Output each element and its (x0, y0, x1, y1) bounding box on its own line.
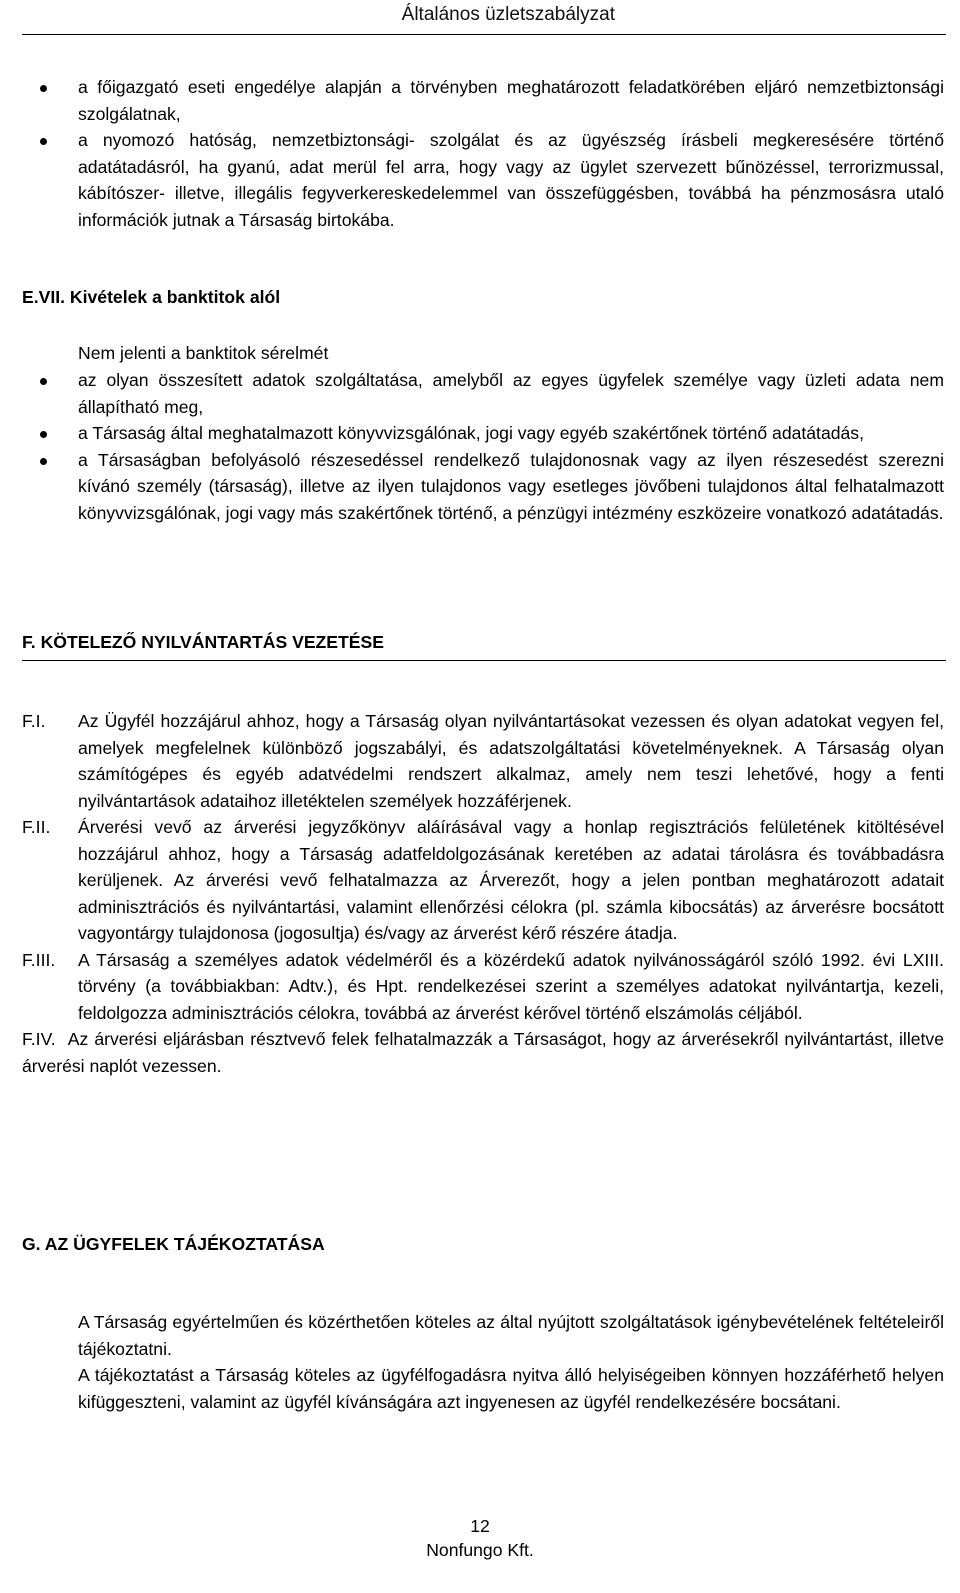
section-g-heading: G. AZ ÜGYFELEK TÁJÉKOZTATÁSA (22, 1234, 325, 1254)
section-g-paragraph: A Társaság egyértelműen és közérthetően köteles az által nyújtott szolgáltatások igénybevételének feltételeiről tájékoztatni. (78, 1312, 944, 1359)
page-header: Általános üzletszabályzat (401, 4, 615, 25)
section-e7-heading: E.VII. Kivételek a banktitok alól (22, 287, 281, 307)
bullet-icon (40, 378, 47, 385)
section-f-heading: F. KÖTELEZŐ NYILVÁNTARTÁS VEZETÉSE (22, 632, 384, 652)
list-item-f3: F.III. A Társaság a személyes adatok védelméről és a közérdekű adatok nyilvánosságáról szóló 1992. évi LXIII. törvény (a továbbiakban: Adtv.), és Hpt. rendelkezései szerint a személyes adatokat nyilvántartja, kezeli, feldolgozza adminisztrációs célokra, továbbá az árverést kérővel történő elszámolás céljából. (22, 949, 944, 1023)
list-item: a Társaságban befolyásoló részesedéssel rendelkező tulajdonosnak vagy az ilyen részesedést szerezni kívánó személy (társaság), illetve az ilyen tulajdonos vagy esetleges jövőbeni tulajdonos által felhatalmazott könyvvizsgálónak, jogi vagy más szakértőnek történő, a pénzügyi intézmény eszközeire vonatkozó adatátadás. (36, 447, 944, 527)
top-bullet-list (36, 74, 944, 233)
bullet-icon (40, 431, 47, 438)
section-g-body (78, 1309, 944, 1415)
footer-company: Nonfungo Kft. (426, 1540, 534, 1560)
list-item: a főigazgató eseti engedélye alapján a törvényben meghatározott feladatkörében eljáró nemzetbiztonsági szolgálatnak, (36, 74, 944, 127)
page-footer (0, 1514, 960, 1562)
section-g-paragraph: A tájékoztatást a Társaság köteles az ügyfélfogadásra nyitva álló helyiségeiben könnyen hozzáférhető helyen kifüggeszteni, valamint az ügyfél kívánságára azt ingyenesen az ügyfél rendelkezésére bocsátani. (78, 1365, 944, 1412)
list-item: az olyan összesített adatok szolgáltatása, amelyből az egyes ügyfelek személye vagy üzleti adata nem állapítható meg, (36, 367, 944, 420)
list-item-f2: F.II. Árverési vevő az árverési jegyzőkönyv aláírásával vagy a honlap regisztrációs felületének kitöltésével hozzájárul ahhoz, hogy a Társaság adatfeldolgozásának keretében az adatai tárolásra és továbbadásra kerüljenek. Az árverési vevő felhatalmazza az Árverezőt, hogy a jelen pontban meghatározott adatait adminisztrációs és nyilvántartási, valamint ellenőrzési célokra (pl. számla kibocsátás) az árverésre bocsátott vagyontárgy tulajdonosa (jogosultja) és/vagy az árverést kérő részére átadja. (22, 817, 944, 943)
section-e7-intro: Nem jelenti a banktitok sérelmét (78, 343, 329, 363)
list-item-f1: F.I. Az Ügyfél hozzájárul ahhoz, hogy a Társaság olyan nyilvántartásokat vezessen és olyan adatokat vegyen fel, amelyek megfelelnek különböző jogszabályi, és adatszolgáltatási követelményeknek. A Társaság olyan számítógépes és egyéb adatvédelmi rendszert alkalmaz, amely nem teszi lehetővé, hogy a fenti nyilvántartások adataihoz illetéktelen személyek hozzáférjenek. (22, 711, 944, 811)
section-f-rule (22, 660, 946, 661)
bullet-icon (40, 458, 47, 465)
bullet-icon (40, 138, 47, 145)
list-item: a nyomozó hatóság, nemzetbiztonsági- szolgálat és az ügyészség írásbeli megkeresésére történő adatátadásról, ha gyanú, adat merül fel arra, hogy vagy az ügylet szervezett bűnözéssel, terrorizmussal, kábítószer- illetve, illegális fegyverkereskedelemmel van összefüggésben, továbbá ha pénzmosásra utaló információk jutnak a Társaság birtokába. (36, 127, 944, 233)
list-item: a Társaság által meghatalmazott könyvvizsgálónak, jogi vagy egyéb szakértőnek történő adatátadás, (36, 420, 944, 447)
page-number: 12 (470, 1516, 490, 1536)
header-rule (22, 34, 946, 35)
e7-bullet-list (36, 367, 944, 526)
bullet-icon (40, 85, 47, 92)
section-f-list (22, 708, 944, 1079)
list-item-f4: F.IV. Az árverési eljárásban résztvevő felek felhatalmazzák a Társaságot, hogy az árverésekről nyilvántartást, illetve árverési naplót vezessen. (22, 1029, 945, 1076)
